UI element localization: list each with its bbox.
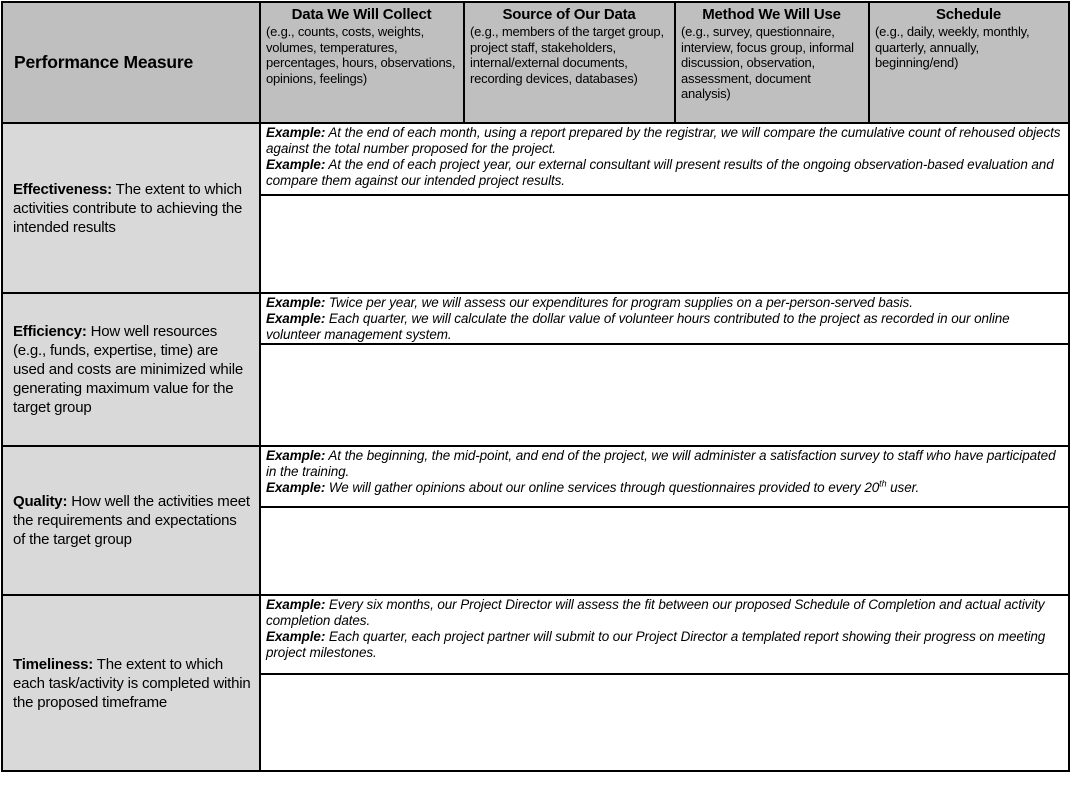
examples-cell-effectiveness <box>261 124 1068 196</box>
column-title: Schedule <box>935 6 1002 23</box>
example-paragraph: Example: At the beginning, the mid-point, and end of the project, we will administer a satisfaction survey to staff who have participated in the training. <box>266 448 1056 479</box>
example-paragraph: Example: Every six months, our Project Director will assess the fit between our proposed Schedule of Completion and actual activity completion dates. <box>266 597 1045 628</box>
column-title: Source of Our Data <box>502 6 636 23</box>
example-paragraph: Example: Each quarter, each project partner will submit to our Project Director a templated report showing their progress on meeting project milestones. <box>266 629 1046 660</box>
examples-cell-timeliness <box>261 596 1068 675</box>
example-paragraph: Example: We will gather opinions about our online services through questionnaires provided to every 20th user. <box>266 478 920 495</box>
header-cell-data-we-will-collect <box>261 3 465 122</box>
example-paragraph: Example: Twice per year, we will assess our expenditures for program supplies on a per-person-served basis. <box>266 295 913 310</box>
performance-measure-table <box>1 1 1070 772</box>
example-paragraph: Example: Each quarter, we will calculate the dollar value of volunteer hours contributed to the project as recorded in our online volunteer management system. <box>266 311 1010 342</box>
entry-cell-timeliness[interactable] <box>261 675 1068 770</box>
column-title: Data We Will Collect <box>291 6 432 23</box>
column-subtitle: (e.g., daily, weekly, monthly, quarterly, annually, beginning/end) <box>875 24 1030 70</box>
entry-cell-effectiveness[interactable] <box>261 196 1068 292</box>
measure-label-text: Timeliness: The extent to which each task/activity is completed within the proposed timeframe <box>13 655 251 711</box>
entry-cell-quality[interactable] <box>261 508 1068 594</box>
examples-cell-efficiency <box>261 294 1068 345</box>
measure-label-text: Efficiency: How well resources (e.g., funds, expertise, time) are used and costs are minimized while generating maximum value for the target group <box>13 323 243 416</box>
measure-label-text: Effectiveness: The extent to which activities contribute to achieving the intended results <box>13 180 243 236</box>
measure-label-timeliness <box>3 596 261 770</box>
measure-label-effectiveness <box>3 124 261 292</box>
table-row-efficiency <box>3 294 1068 447</box>
header-cell-method-we-will-use <box>676 3 870 122</box>
header-cell-performance-measure <box>3 3 261 122</box>
column-subtitle: (e.g., survey, questionnaire, interview, focus group, informal discussion, observation, assessment, document analysis) <box>681 24 854 101</box>
table-header-row <box>3 3 1068 124</box>
measure-label-quality <box>3 447 261 594</box>
example-paragraph: Example: At the end of each month, using a report prepared by the registrar, we will compare the cumulative count of rehoused objects against the total number proposed for the project. <box>266 125 1061 156</box>
examples-cell-quality <box>261 447 1068 508</box>
measure-label-text: Quality: How well the activities meet the requirements and expectations of the target group <box>13 493 250 548</box>
table-row-timeliness <box>3 596 1068 770</box>
header-cell-schedule <box>870 3 1068 122</box>
table-row-quality <box>3 447 1068 596</box>
table-row-effectiveness <box>3 124 1068 294</box>
column-title: Method We Will Use <box>702 6 841 23</box>
measure-label-efficiency <box>3 294 261 445</box>
column-subtitle: (e.g., members of the target group, project staff, stakeholders, internal/external documents, recording devices, databases) <box>470 24 664 86</box>
superscript-ordinal: th <box>879 478 887 489</box>
entry-cell-efficiency[interactable] <box>261 345 1068 445</box>
performance-measure-title: Performance Measure <box>14 52 194 72</box>
header-cell-source-of-our-data <box>465 3 676 122</box>
example-paragraph: Example: At the end of each project year, our external consultant will present results of the ongoing observation-based evaluation and compare them against our intended project results. <box>266 157 1054 188</box>
column-subtitle: (e.g., counts, costs, weights, volumes, temperatures, percentages, hours, observations, opinions, feelings) <box>266 24 456 86</box>
